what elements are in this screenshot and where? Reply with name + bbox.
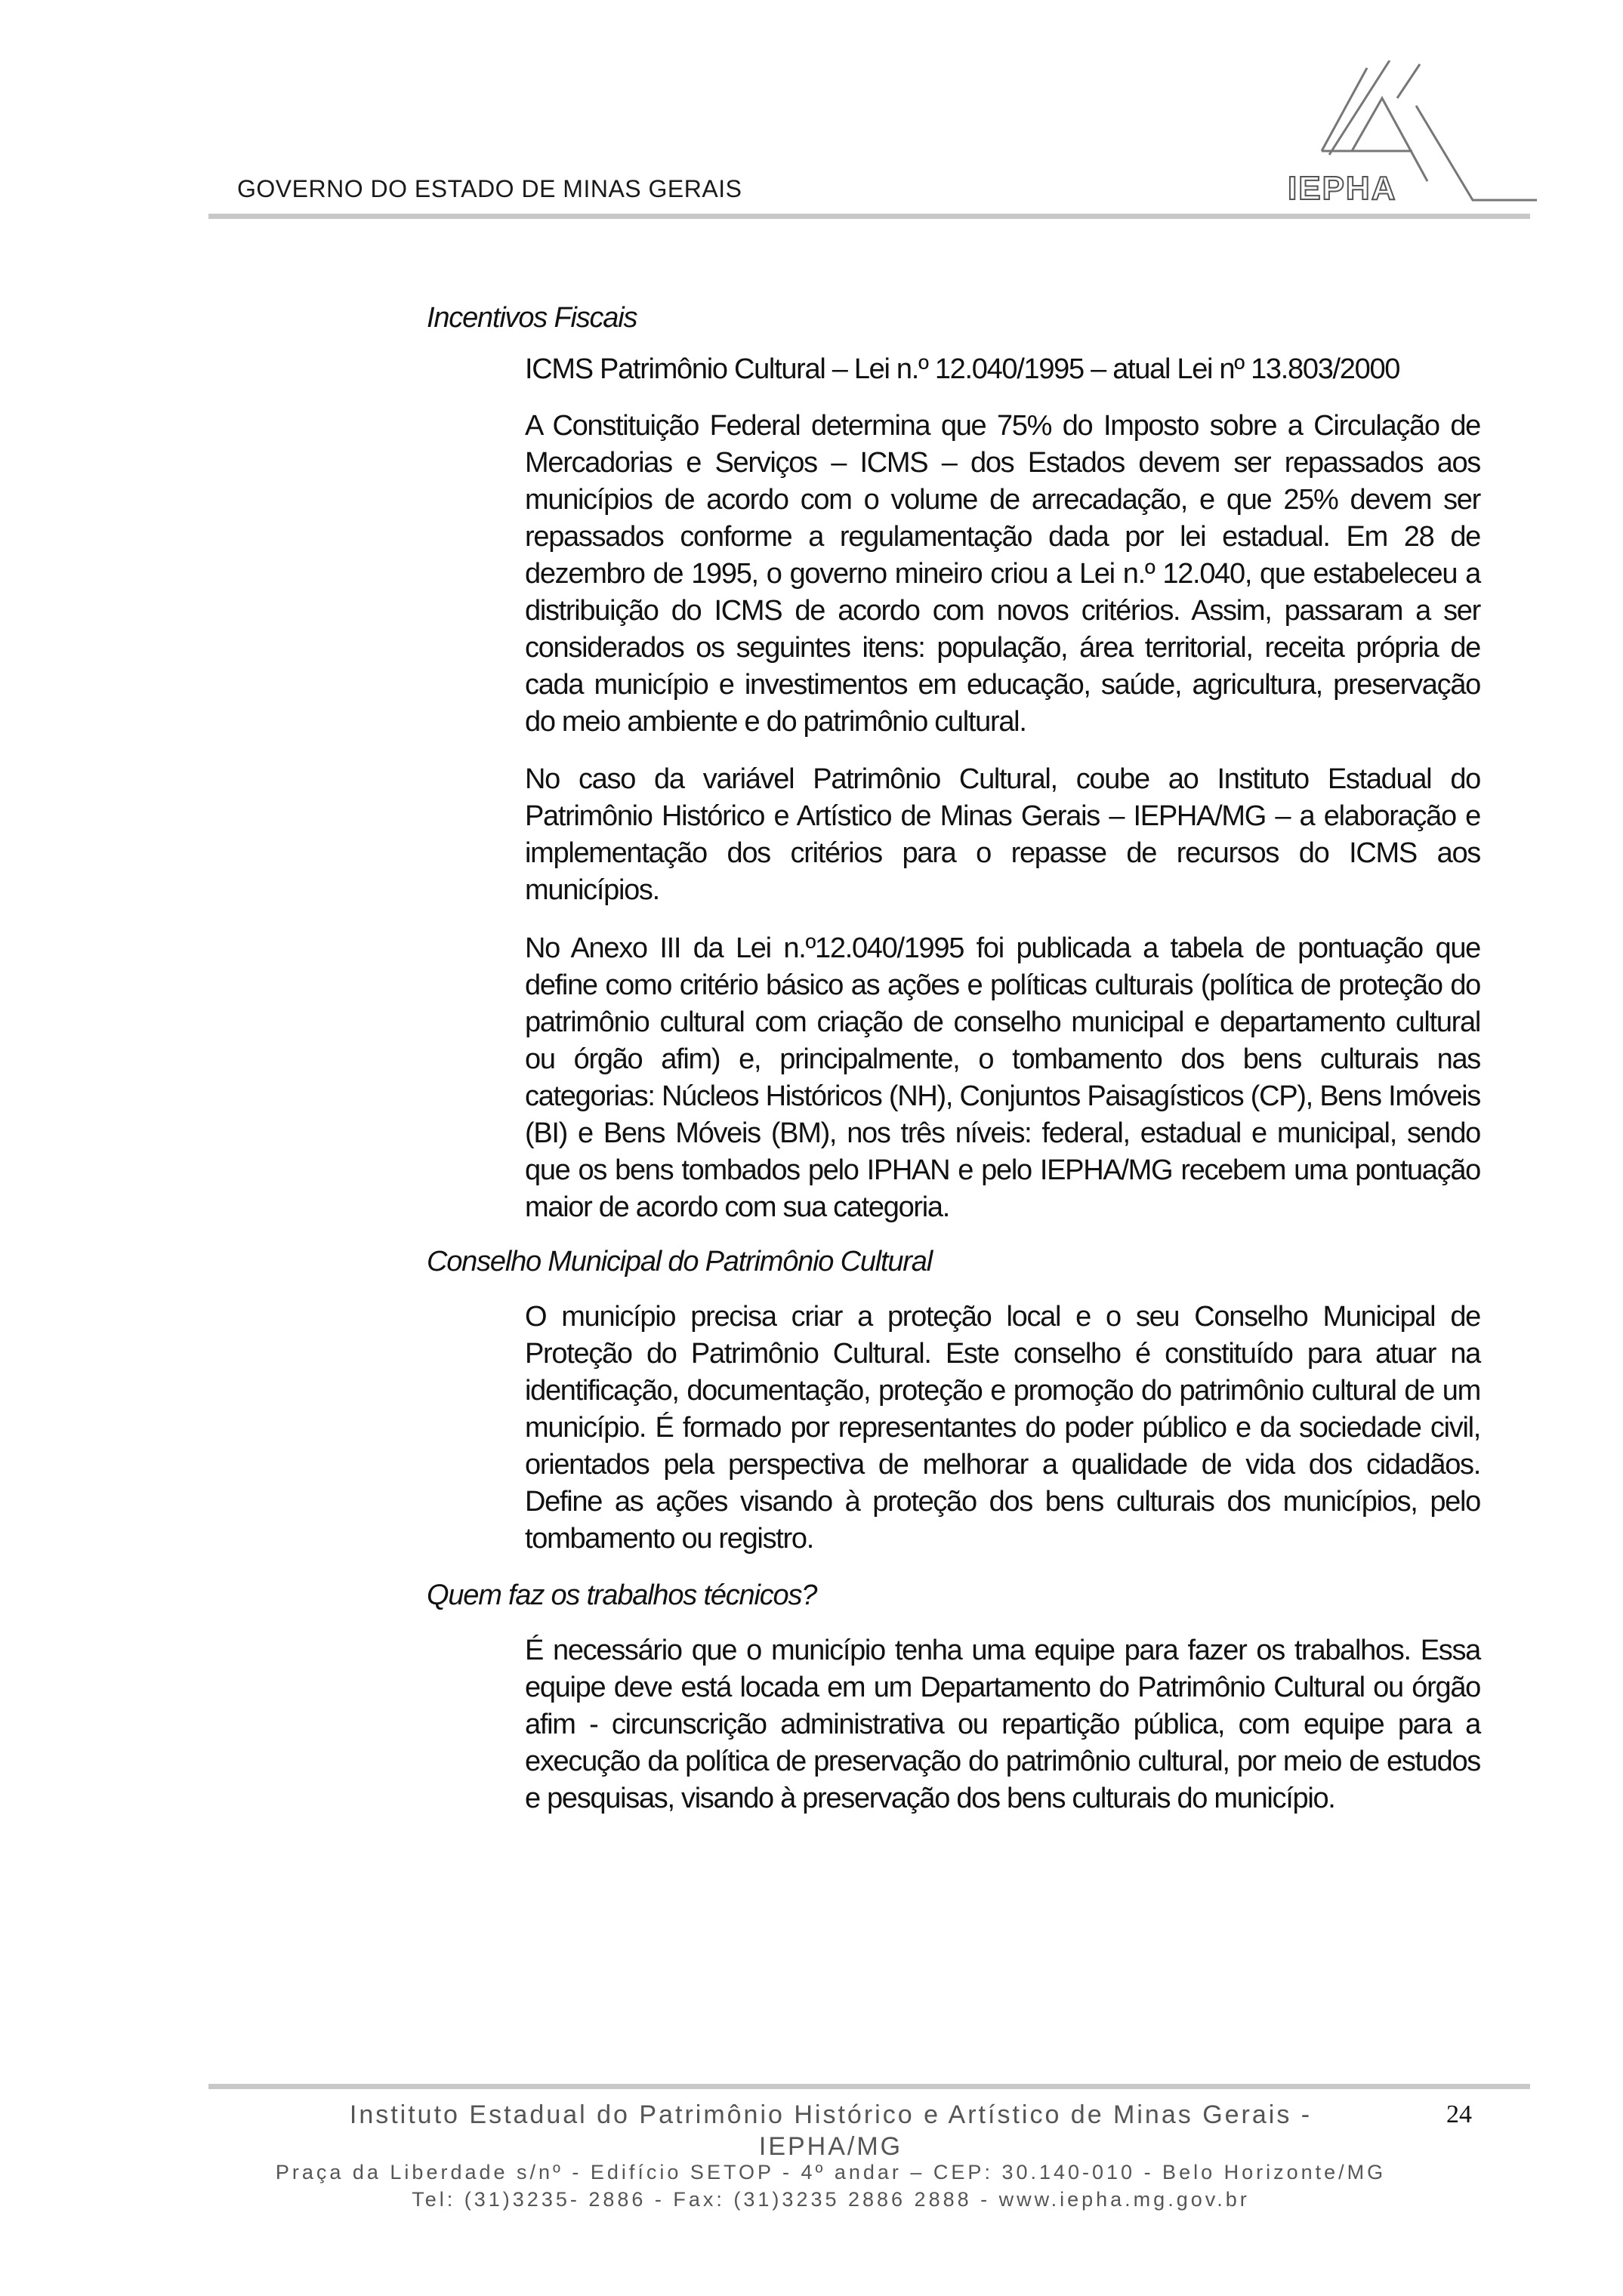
footer-institution-line1: Instituto Estadual do Patrimônio Histórico e Artístico de Minas Gerais - [349, 2100, 1313, 2129]
footer-institution [227, 2099, 1435, 2162]
paragraph-variavel-patrimonio: No caso da variável Patrimônio Cultural, coube ao Instituto Estadual do Patrimônio Histórico e Artístico de Minas Gerais – IEPHA/MG – a elaboração e implementação dos critérios para o repasse de recursos do ICMS aos municípios. [525, 763, 1480, 906]
paragraph-conselho-municipal: O município precisa criar a proteção local e o seu Conselho Municipal de Proteção do Patrimônio Cultural. Este conselho é constituído para atuar na identificação, documentação, proteção e promoção do patrimônio cultural de um município. É formado por representantes do poder público e da sociedade civil, orientados pela perspectiva de melhorar a qualidade de vida dos cidadãos. Define as ações visando à proteção dos bens culturais dos municípios, pelo tombamento ou registro. [525, 1301, 1480, 1555]
heading-incentivos-fiscais: Incentivos Fiscais [427, 302, 637, 334]
footer-address: Praça da Liberdade s/nº - Edifício SETOP - 4º andar – CEP: 30.140-010 - Belo Horizonte/MG [275, 2161, 1387, 2184]
footer-divider [208, 2084, 1530, 2089]
paragraph-anexo-iii: No Anexo III da Lei n.º12.040/1995 foi publicada a tabela de pontuação que define como critério básico as ações e políticas culturais (política de proteção do patrimônio cultural com criação de conselho municipal e departamento cultural ou órgão afim) e, principalmente, o tombamento dos bens culturais nas categorias: Núcleos Históricos (NH), Conjuntos Paisagísticos (CP), Bens Imóveis (BI) e Bens Móveis (BM), nos três níveis: federal, estadual e municipal, sendo que os bens tombados pelo IPHAN e pelo IEPHA/MG recebem uma pontuação maior de acordo com sua categoria. [525, 932, 1480, 1223]
page-number: 24 [1446, 2100, 1472, 2128]
footer-institution-line2: IEPHA/MG [758, 2132, 903, 2161]
paragraph-icms-constituicao: A Constituição Federal determina que 75% do Imposto sobre a Circulação de Mercadorias e Serviços – ICMS – dos Estados devem ser repassados aos municípios de acordo com o volume de arrecadação, e que 25% devem ser repassados conforme a regulamentação dada por lei estadual. Em 28 de dezembro de 1995, o governo mineiro criou a Lei n.º 12.040, que estabeleceu a distribuição do ICMS de acordo com novos critérios. Assim, passaram a ser considerados os seguintes itens: população, área territorial, receita própria de cada município e investimentos em educação, saúde, agricultura, preservação do meio ambiente e do patrimônio cultural. [525, 410, 1480, 738]
header-title: GOVERNO DO ESTADO DE MINAS GERAIS [237, 175, 742, 202]
heading-conselho-municipal: Conselho Municipal do Patrimônio Cultural [427, 1246, 932, 1277]
heading-trabalhos-tecnicos: Quem faz os trabalhos técnicos? [427, 1579, 817, 1611]
paragraph-trabalhos-tecnicos: É necessário que o município tenha uma equipe para fazer os trabalhos. Essa equipe deve está locada em um Departamento do Patrimônio Cultural ou órgão afim - circunscrição administrativa ou repartição pública, com equipe para a execução da política de preservação do patrimônio cultural, por meio de estudos e pesquisas, visando à preservação dos bens culturais do município. [525, 1635, 1480, 1814]
iepha-logo-text: IEPHA [1288, 170, 1397, 207]
icms-law-subtitle: ICMS Patrimônio Cultural – Lei n.º 12.040/1995 – atual Lei nº 13.803/2000 [525, 353, 1400, 385]
footer-contact: Tel: (31)3235- 2886 - Fax: (31)3235 2886 2888 - www.iepha.mg.gov.br [412, 2188, 1250, 2211]
header-divider [208, 214, 1530, 219]
